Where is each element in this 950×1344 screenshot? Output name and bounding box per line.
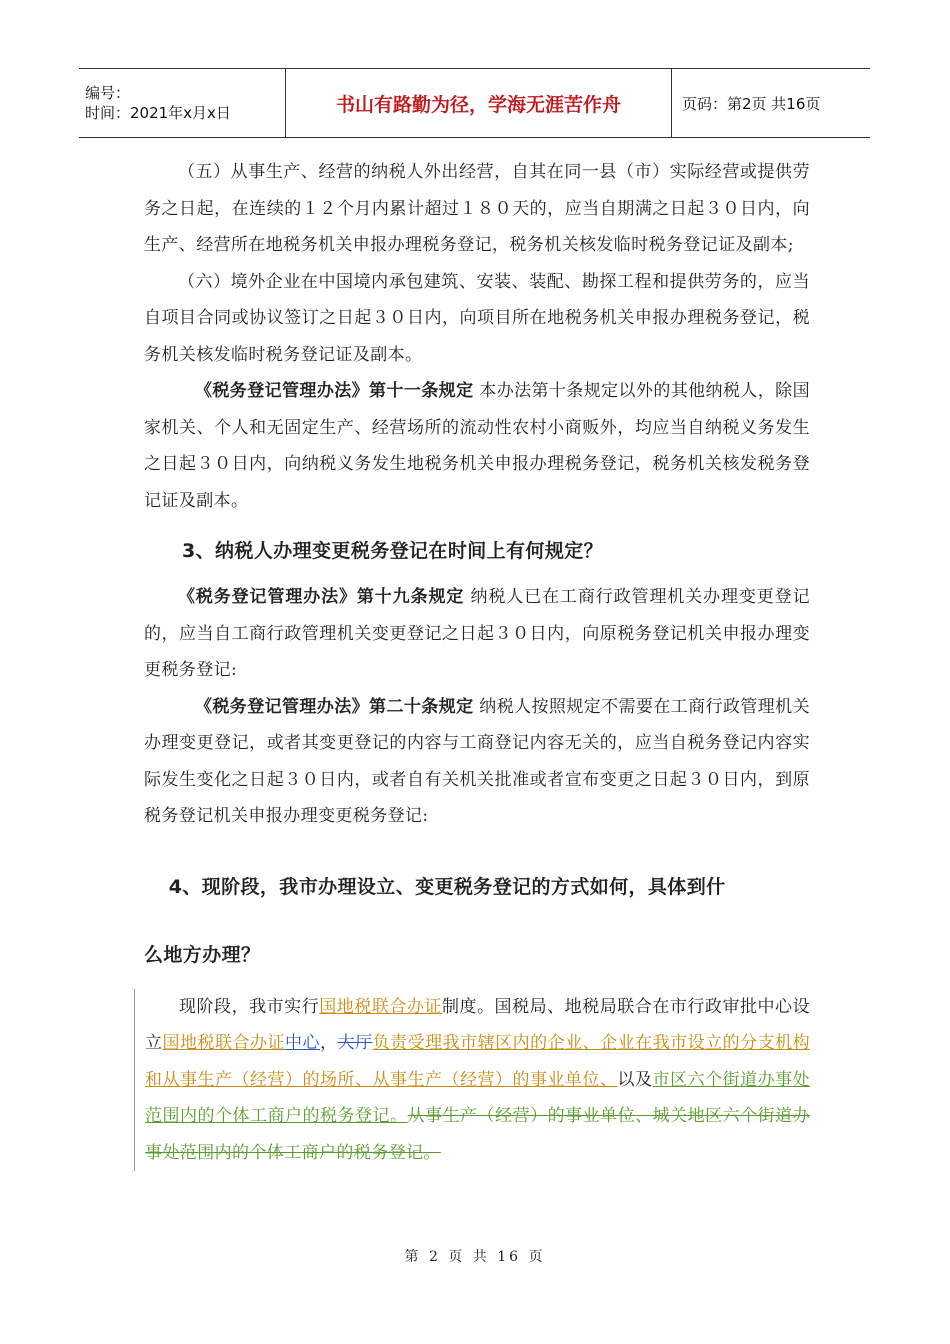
paragraph-article-19 [144, 579, 810, 689]
question-3-heading: 3、纳税人办理变更税务登记在时间上有何规定？ [182, 540, 604, 562]
tracked-text-3: ， [320, 1033, 338, 1053]
paragraph-item-5: （五）从事生产、经营的纳税人外出经营，自其在同一县（市）实际经营或提供劳务之日起，在连续的１２个月内累计超过１８０天的，应当自期满之日起３０日内，向生产、经营所在地税务机关申报办理税务登记，税务机关核发临时税务登记证及副本; [144, 162, 810, 255]
article-11-body: 本办法第十条规定以外的其他纳税人，除国家机关、个人和无固定生产、经营场所的流动性农村小商贩外，均应当自纳税义务发生之日起３０日内，向纳税义务发生地税务机关申报办理税务登记，税务机关核发税务登记证及副本。 [144, 381, 810, 511]
document-body [144, 154, 810, 1171]
article-11-title: 《税务登记管理办法》第十一条规定 [195, 381, 474, 401]
question-4-line-1: 4、现阶段，我市办理设立、变更税务登记的方式如何，具体到什 [168, 875, 726, 898]
header-meta [79, 69, 286, 137]
article-19-body: 纳税人已在工商行政管理机关办理变更登记的，应当自工商行政管理机关变更登记之日起３０日内，向原税务登记机关申报办理变更税务登记: [144, 587, 810, 680]
paragraph-item-6: （六）境外企业在中国境内承包建筑、安装、装配、勘探工程和提供劳务的，应当自项目合同或协议签订之日起３０日内，向项目所在地税务机关申报办理税务登记，税务机关核发临时税务登记证及副本。 [144, 271, 810, 365]
tracked-deletion-2: 从事生产（经营）的事业单位、城关地区六个街道办事处范围内的个体工商户的税务登记。 [145, 1106, 811, 1163]
header-number-label: 编号： [85, 84, 131, 102]
page-footer: 第 2 页 共 16 页 [404, 1249, 546, 1265]
question-4-heading [144, 853, 810, 989]
tracked-insertion-5: 市区六个街道办事处范围内的个体工商户的税务登记。 [145, 1069, 810, 1126]
tracked-insertion-2: 国地税联合办证 [162, 1033, 286, 1053]
tracked-text-2: 制度。国税局、地税局联合在市行政审批中心设立 [145, 996, 810, 1053]
header-time-label: 时间：2021年x月x日 [85, 104, 231, 122]
tracked-insertion-4: 负责受理我市辖区内的企业、企业在我市设立的分支机构和从事生产（经营）的场所、从事生产（经营）的事业单位、 [145, 1033, 811, 1090]
header-page-info-text: 页码：第2页 共16页 [682, 94, 821, 113]
tracked-deletion-1: 大厅 [337, 1033, 373, 1053]
tracked-changes-paragraph [134, 989, 810, 1172]
article-20-title: 《税务登记管理办法》第二十条规定 [195, 696, 474, 717]
header-motto-text: 书山有路勤为径，学海无涯苦作舟 [335, 93, 621, 116]
article-19-title: 《税务登记管理办法》第十九条规定 [178, 587, 465, 607]
article-20-body: 纳税人按照规定不需要在工商行政管理机关办理变更登记，或者其变更登记的内容与工商登记内容无关的，应当自税务登记内容实际发生变化之日起３０日内，或者自有关机关批准或者宣布变更之日起３０日内，到原税务登记机关申报办理变更税务登记: [144, 696, 810, 826]
paragraph-article-20 [144, 689, 810, 835]
page-header [79, 68, 870, 138]
tracked-text-4: 以及 [617, 1069, 653, 1090]
header-page-info [672, 69, 870, 137]
question-4-line-2: 么地方办理？ [144, 943, 261, 966]
tracked-text-1: 现阶段，我市实行 [179, 996, 320, 1017]
paragraph-article-11 [144, 373, 810, 519]
tracked-insertion-1: 国地税联合办证 [319, 996, 442, 1017]
header-motto [286, 69, 672, 137]
tracked-insertion-3: 中心 [285, 1033, 321, 1053]
